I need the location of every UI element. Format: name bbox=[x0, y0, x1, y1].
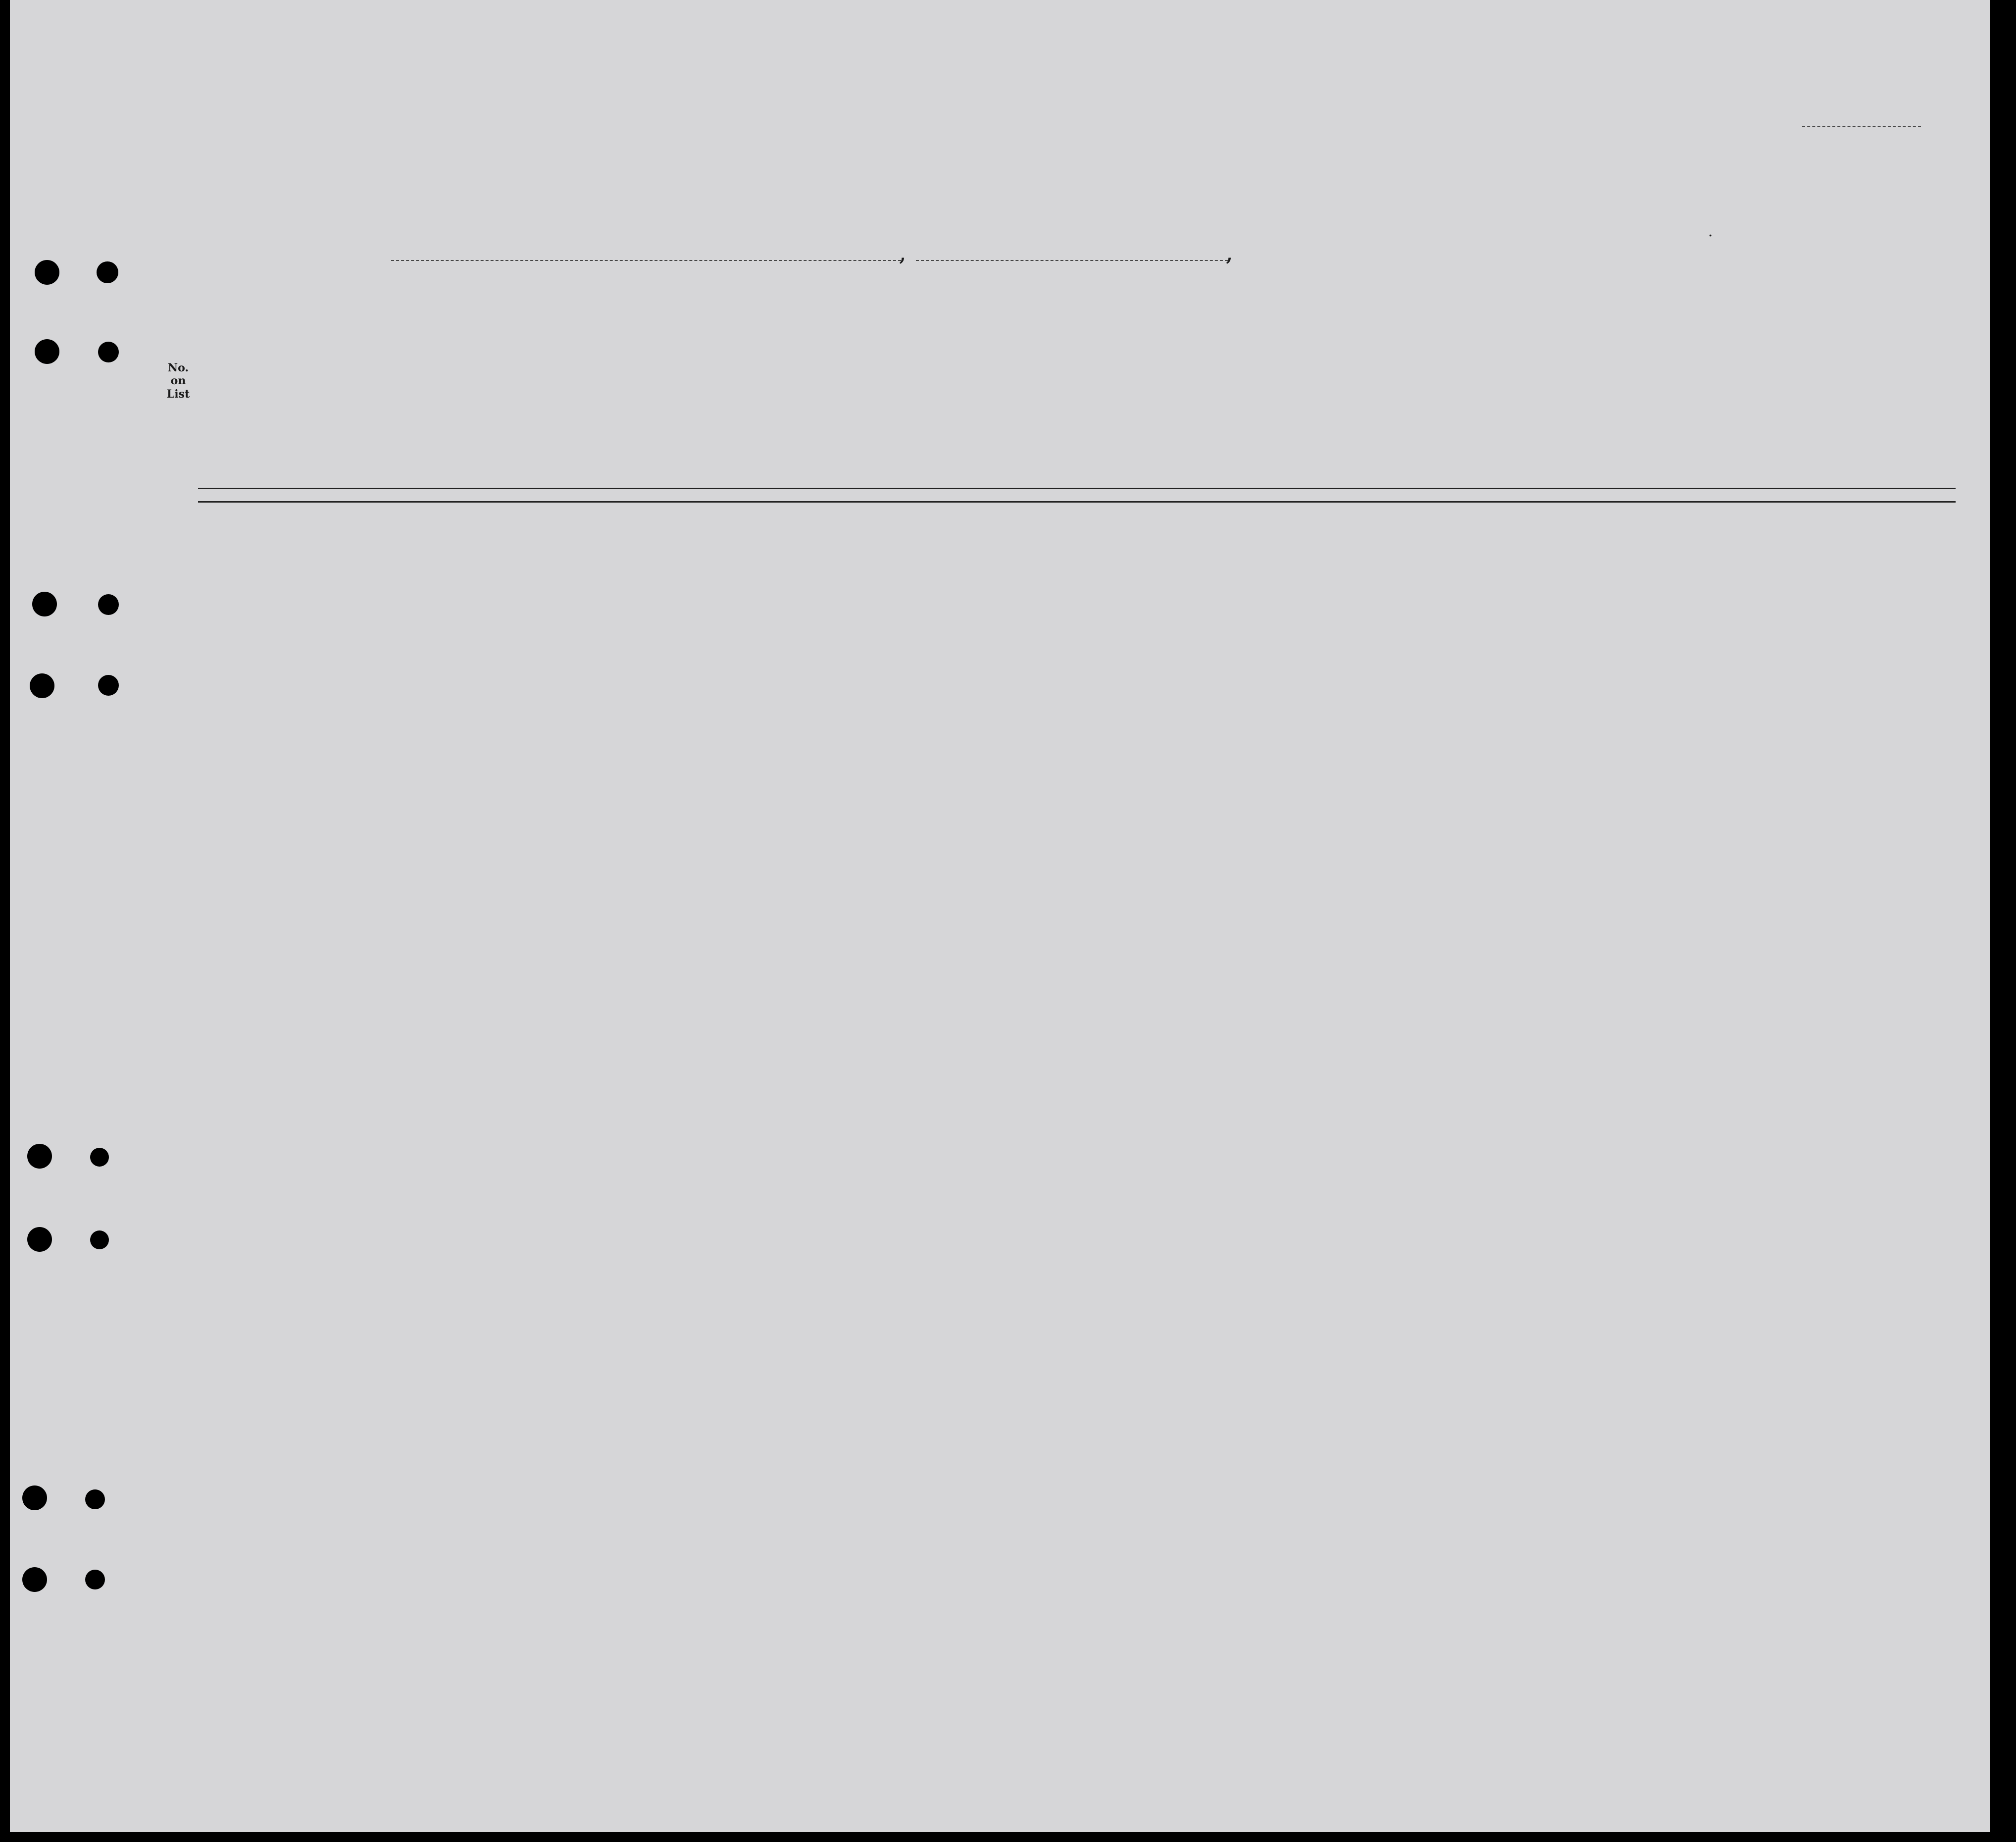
entry-strike-line bbox=[198, 501, 1956, 503]
binder-hole bbox=[98, 342, 119, 362]
table-grid bbox=[10, 0, 1990, 1832]
col28-header bbox=[1416, 342, 1451, 446]
manifest-sheet bbox=[10, 0, 1990, 1832]
col16-header: No. on List bbox=[166, 361, 190, 401]
col29-header bbox=[1464, 342, 1494, 446]
binder-hole bbox=[27, 1227, 52, 1252]
col24-return bbox=[1173, 342, 1203, 446]
col25-header bbox=[1327, 342, 1345, 446]
binder-hole bbox=[98, 675, 119, 696]
row1-strike-line bbox=[198, 488, 1956, 489]
binder-hole bbox=[22, 1485, 47, 1510]
binder-hole bbox=[85, 1570, 105, 1589]
binder-hole bbox=[85, 1489, 105, 1509]
binder-hole bbox=[97, 261, 118, 283]
binder-hole bbox=[30, 673, 54, 698]
comma-1: , bbox=[899, 238, 907, 266]
binder-hole bbox=[90, 1148, 109, 1167]
page-dot: . bbox=[1708, 223, 1713, 240]
binder-hole bbox=[35, 260, 59, 285]
binder-hole bbox=[35, 339, 59, 364]
binder-hole bbox=[27, 1144, 52, 1169]
col24-citizen bbox=[1292, 342, 1317, 446]
comma-2: , bbox=[1225, 238, 1233, 266]
col30-header bbox=[1515, 342, 1540, 446]
binder-hole bbox=[22, 1567, 47, 1592]
binder-hole bbox=[98, 594, 119, 615]
binder-hole bbox=[90, 1230, 109, 1249]
binder-hole bbox=[32, 592, 57, 616]
col24-length bbox=[1223, 342, 1248, 446]
